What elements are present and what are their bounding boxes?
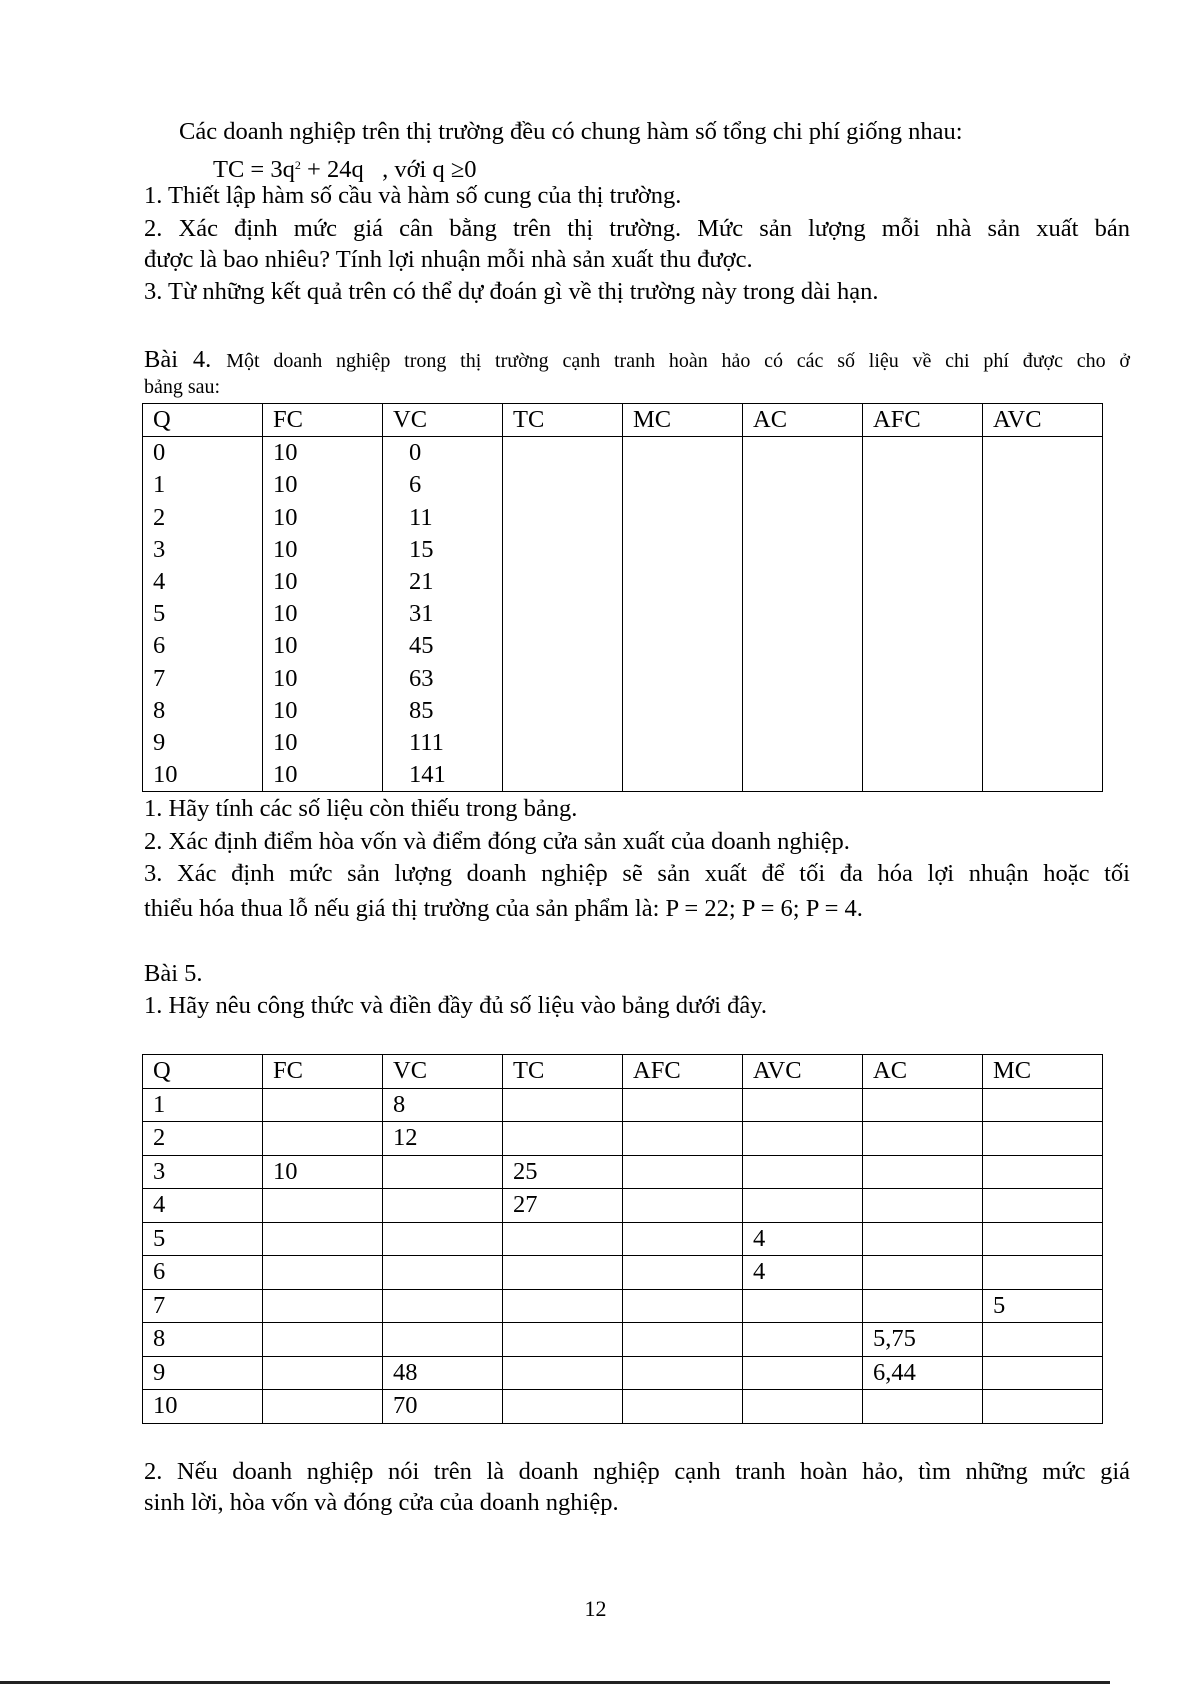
- table-cell: 0: [143, 437, 263, 470]
- table-cell: [983, 1356, 1103, 1390]
- table-cell: [863, 1189, 983, 1223]
- table-cell: [863, 1122, 983, 1156]
- table-row: [143, 566, 1103, 598]
- table-cell: [863, 759, 983, 792]
- table-cell: [263, 1088, 383, 1122]
- table-row: [143, 1390, 1103, 1424]
- table-cell: [623, 1323, 743, 1357]
- table-cell: [743, 663, 863, 695]
- table-cell: [863, 1088, 983, 1122]
- table-cell: 10: [263, 437, 383, 470]
- table-cell: [503, 566, 623, 598]
- column-header: AFC: [863, 404, 983, 437]
- column-header: MC: [983, 1055, 1103, 1089]
- table-row: [143, 1256, 1103, 1290]
- table-cell: 6,44: [863, 1356, 983, 1390]
- question-2-cont: được là bao nhiêu? Tính lợi nhuận mỗi nhà sản xuất thu được.: [144, 246, 753, 273]
- table-row: [143, 727, 1103, 759]
- table-cell: [863, 469, 983, 501]
- column-header: AVC: [983, 404, 1103, 437]
- table-cell: [263, 1189, 383, 1223]
- bai5-question-2: 2. Nếu doanh nghiệp nói trên là doanh nghiệp cạnh tranh hoàn hảo, tìm những mức giá: [144, 1458, 1130, 1485]
- table-cell: [263, 1256, 383, 1290]
- column-header: VC: [383, 404, 503, 437]
- table-cell: [623, 1289, 743, 1323]
- table-cell: [983, 502, 1103, 534]
- table-cell: 10: [143, 759, 263, 792]
- table-cell: [503, 759, 623, 792]
- table-cell: 4: [143, 1189, 263, 1223]
- table-cell: [743, 1088, 863, 1122]
- table-cell: [743, 1356, 863, 1390]
- table-cell: 15: [383, 534, 503, 566]
- table-cell: 4: [143, 566, 263, 598]
- table-cell: [263, 1390, 383, 1424]
- table-cell: 2: [143, 1122, 263, 1156]
- bai4-question-2: 2. Xác định điểm hòa vốn và điểm đóng cửa sản xuất của doanh nghiệp.: [144, 828, 850, 855]
- table-cell: [623, 1122, 743, 1156]
- bai4-question-3: 3. Xác định mức sản lượng doanh nghiệp sẽ sản xuất để tối đa hóa lợi nhuận hoặc tối: [144, 860, 1130, 887]
- table-cell: [503, 1390, 623, 1424]
- table-row: [143, 663, 1103, 695]
- table-cell: [623, 1189, 743, 1223]
- column-header: Q: [143, 404, 263, 437]
- table-cell: [983, 630, 1103, 662]
- table-cell: [743, 534, 863, 566]
- table-cell: [863, 502, 983, 534]
- bai5-title: Bài 5.: [144, 960, 203, 987]
- column-header: AC: [863, 1055, 983, 1089]
- table-cell: 8: [383, 1088, 503, 1122]
- table-cell: [863, 1222, 983, 1256]
- question-3: 3. Từ những kết quả trên có thể dự đoán gì về thị trường này trong dài hạn.: [144, 278, 879, 305]
- table-cell: [503, 469, 623, 501]
- table-cell: [503, 598, 623, 630]
- table-cell: [623, 695, 743, 727]
- table-row: [143, 1289, 1103, 1323]
- table-row: [143, 502, 1103, 534]
- column-header: AVC: [743, 1055, 863, 1089]
- table-cell: 10: [263, 663, 383, 695]
- table-cell: [743, 1390, 863, 1424]
- column-header: Q: [143, 1055, 263, 1089]
- column-header: MC: [623, 404, 743, 437]
- table-cell: [983, 1122, 1103, 1156]
- table-cell: 1: [143, 1088, 263, 1122]
- column-header: AFC: [623, 1055, 743, 1089]
- table-row: [143, 759, 1103, 792]
- table-cell: [863, 1289, 983, 1323]
- table-cell: 11: [383, 502, 503, 534]
- table-cell: [503, 1356, 623, 1390]
- table-cell: [983, 759, 1103, 792]
- table-cell: [743, 727, 863, 759]
- question-2: 2. Xác định mức giá cân bằng trên thị trường. Mức sản lượng mỗi nhà sản xuất bán: [144, 215, 1130, 242]
- intro-text: Các doanh nghiệp trên thị trường đều có chung hàm số tổng chi phí giống nhau:: [179, 118, 963, 145]
- table-cell: [503, 727, 623, 759]
- table-cell: [983, 469, 1103, 501]
- bai4-desc: Một doanh nghiệp trong thị trường cạnh tranh hoàn hảo có các số liệu về chi phí được cho ở: [226, 350, 1131, 372]
- table-cell: 10: [263, 502, 383, 534]
- bai4-cost-table: [142, 403, 1103, 792]
- table-cell: [623, 502, 743, 534]
- table-cell: [503, 630, 623, 662]
- table-cell: [263, 1289, 383, 1323]
- bai5-question-2-cont: sinh lời, hòa vốn và đóng cửa của doanh nghiệp.: [144, 1489, 619, 1516]
- table-cell: [263, 1222, 383, 1256]
- table-cell: [983, 1390, 1103, 1424]
- table-cell: [983, 534, 1103, 566]
- table-cell: [863, 695, 983, 727]
- table-cell: 1: [143, 469, 263, 501]
- table-cell: [383, 1289, 503, 1323]
- table-cell: 7: [143, 1289, 263, 1323]
- table-cell: [623, 1356, 743, 1390]
- table-cell: [863, 630, 983, 662]
- table-cell: [983, 1323, 1103, 1357]
- bai4-heading: [144, 344, 1130, 377]
- table-cell: 10: [263, 1155, 383, 1189]
- table-cell: [263, 1356, 383, 1390]
- table-cell: [983, 1222, 1103, 1256]
- table-cell: [623, 437, 743, 470]
- table-cell: [743, 437, 863, 470]
- table-cell: 9: [143, 1356, 263, 1390]
- table-cell: [743, 502, 863, 534]
- table-cell: 85: [383, 695, 503, 727]
- table-cell: [623, 759, 743, 792]
- table-cell: 10: [263, 727, 383, 759]
- table-cell: 111: [383, 727, 503, 759]
- table-cell: 3: [143, 534, 263, 566]
- column-header: VC: [383, 1055, 503, 1089]
- table-cell: 48: [383, 1356, 503, 1390]
- table-cell: [263, 1122, 383, 1156]
- table-cell: [863, 663, 983, 695]
- table-row: [143, 1222, 1103, 1256]
- table-cell: 2: [143, 502, 263, 534]
- table-cell: [743, 1155, 863, 1189]
- column-header: FC: [263, 404, 383, 437]
- table-row: [143, 1189, 1103, 1223]
- bai4-question-1: 1. Hãy tính các số liệu còn thiếu trong bảng.: [144, 795, 578, 822]
- table-cell: [983, 566, 1103, 598]
- table-cell: [743, 469, 863, 501]
- table-cell: [743, 566, 863, 598]
- table-cell: [503, 534, 623, 566]
- table-cell: [503, 1256, 623, 1290]
- table-cell: [863, 1390, 983, 1424]
- bai4-question-3-cont: thiểu hóa thua lỗ nếu giá thị trường của sản phẩm là: P = 22; P = 6; P = 4.: [144, 895, 863, 922]
- table-row: [143, 534, 1103, 566]
- formula-part: TC = 3q: [213, 156, 295, 183]
- table-cell: 25: [503, 1155, 623, 1189]
- table-cell: [623, 1390, 743, 1424]
- table-row: [143, 630, 1103, 662]
- table-cell: 31: [383, 598, 503, 630]
- table-cell: [503, 1088, 623, 1122]
- table-cell: 6: [383, 469, 503, 501]
- table-cell: [623, 1222, 743, 1256]
- table-cell: [383, 1222, 503, 1256]
- table-cell: [743, 1323, 863, 1357]
- table-cell: [503, 1222, 623, 1256]
- table-cell: 10: [263, 695, 383, 727]
- table-cell: 9: [143, 727, 263, 759]
- table-cell: [623, 1088, 743, 1122]
- table-cell: [983, 1155, 1103, 1189]
- table-cell: [623, 727, 743, 759]
- table-cell: 27: [503, 1189, 623, 1223]
- table-cell: 5: [983, 1289, 1103, 1323]
- table-cell: [383, 1155, 503, 1189]
- table-cell: [383, 1256, 503, 1290]
- table-cell: 10: [263, 598, 383, 630]
- table-cell: 10: [263, 469, 383, 501]
- table-cell: 6: [143, 630, 263, 662]
- table-cell: [743, 598, 863, 630]
- table-cell: 10: [263, 630, 383, 662]
- table-cell: 10: [263, 566, 383, 598]
- bai5-question-1: 1. Hãy nêu công thức và điền đầy đủ số liệu vào bảng dưới đây.: [144, 992, 768, 1019]
- bai4-desc-cont: bảng sau:: [144, 376, 221, 398]
- table-cell: 10: [143, 1390, 263, 1424]
- table-cell: 70: [383, 1390, 503, 1424]
- table-cell: 4: [743, 1222, 863, 1256]
- table-cell: 6: [143, 1256, 263, 1290]
- table-row: [143, 437, 1103, 470]
- table-header-row: [143, 1055, 1103, 1089]
- table-cell: [623, 598, 743, 630]
- table-cell: 10: [263, 759, 383, 792]
- formula-part: + 24q , với q ≥0: [300, 156, 477, 183]
- bai4-title: Bài 4.: [144, 346, 212, 373]
- table-cell: [983, 437, 1103, 470]
- table-cell: [383, 1323, 503, 1357]
- table-cell: 141: [383, 759, 503, 792]
- table-cell: 8: [143, 1323, 263, 1357]
- table-cell: [503, 1122, 623, 1156]
- table-cell: 12: [383, 1122, 503, 1156]
- table-cell: 63: [383, 663, 503, 695]
- table-cell: [503, 663, 623, 695]
- table-row: [143, 598, 1103, 630]
- table-cell: [983, 598, 1103, 630]
- table-cell: [983, 1189, 1103, 1223]
- table-cell: [623, 1256, 743, 1290]
- column-header: TC: [503, 1055, 623, 1089]
- bai5-cost-table: [142, 1054, 1103, 1424]
- column-header: FC: [263, 1055, 383, 1089]
- table-cell: 5,75: [863, 1323, 983, 1357]
- table-cell: [623, 663, 743, 695]
- table-cell: 5: [143, 1222, 263, 1256]
- table-cell: [863, 566, 983, 598]
- table-cell: [983, 1256, 1103, 1290]
- table-cell: [503, 1323, 623, 1357]
- table-cell: 3: [143, 1155, 263, 1189]
- column-header: AC: [743, 404, 863, 437]
- table-cell: [503, 437, 623, 470]
- table-cell: [743, 1189, 863, 1223]
- table-row: [143, 1323, 1103, 1357]
- table-cell: 5: [143, 598, 263, 630]
- table-cell: [863, 727, 983, 759]
- table-cell: 0: [383, 437, 503, 470]
- table-cell: [623, 534, 743, 566]
- table-cell: [983, 695, 1103, 727]
- table-cell: [623, 630, 743, 662]
- table-cell: [383, 1189, 503, 1223]
- column-header: TC: [503, 404, 623, 437]
- table-cell: [863, 534, 983, 566]
- table-cell: [623, 566, 743, 598]
- table-cell: [503, 695, 623, 727]
- table-cell: [863, 1155, 983, 1189]
- table-cell: 45: [383, 630, 503, 662]
- table-cell: [503, 502, 623, 534]
- table-cell: [743, 695, 863, 727]
- table-header-row: [143, 404, 1103, 437]
- table-cell: 7: [143, 663, 263, 695]
- table-cell: [743, 1122, 863, 1156]
- table-row: [143, 1122, 1103, 1156]
- table-cell: [503, 1289, 623, 1323]
- table-cell: [743, 759, 863, 792]
- page-number: 12: [584, 1596, 607, 1621]
- table-row: [143, 695, 1103, 727]
- table-row: [143, 1155, 1103, 1189]
- table-cell: [983, 727, 1103, 759]
- table-row: [143, 1088, 1103, 1122]
- question-1: 1. Thiết lập hàm số cầu và hàm số cung của thị trường.: [144, 182, 682, 209]
- table-cell: [263, 1323, 383, 1357]
- table-cell: [743, 1289, 863, 1323]
- page-bottom-rule: [0, 1681, 1110, 1684]
- table-cell: 10: [263, 534, 383, 566]
- table-cell: [983, 663, 1103, 695]
- table-cell: 21: [383, 566, 503, 598]
- table-cell: [863, 598, 983, 630]
- table-cell: [863, 1256, 983, 1290]
- table-row: [143, 469, 1103, 501]
- table-row: [143, 1356, 1103, 1390]
- table-cell: [743, 630, 863, 662]
- table-cell: 4: [743, 1256, 863, 1290]
- formula-exponent: 2: [294, 158, 301, 172]
- table-cell: 8: [143, 695, 263, 727]
- table-cell: [863, 437, 983, 470]
- table-cell: [623, 469, 743, 501]
- table-cell: [983, 1088, 1103, 1122]
- table-cell: [623, 1155, 743, 1189]
